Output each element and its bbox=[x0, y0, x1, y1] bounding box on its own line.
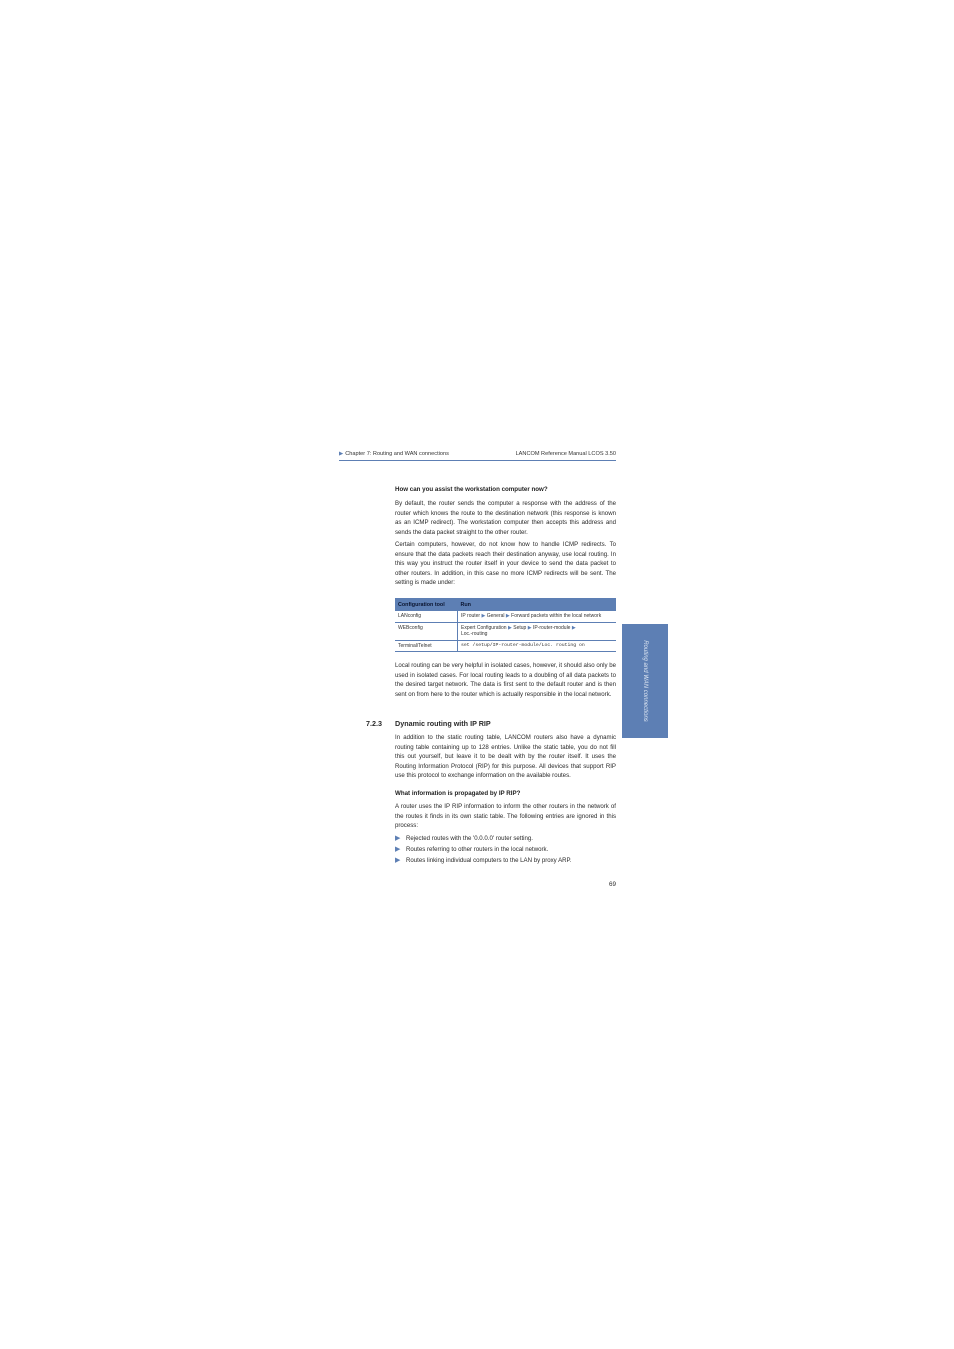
table-cell-tool: Terminal/Telnet bbox=[395, 640, 458, 652]
triangle-right-icon: ▶ bbox=[571, 624, 576, 631]
section-title: Dynamic routing with IP RIP bbox=[395, 719, 491, 728]
section-number: 7.2.3 bbox=[366, 719, 382, 728]
triangle-right-icon: ▶ bbox=[339, 451, 344, 457]
header-manual-title: LANCOM Reference Manual LCOS 3.50 bbox=[515, 451, 616, 457]
chapter-side-tab bbox=[622, 624, 668, 738]
side-tab-label: Routing and WAN connections bbox=[642, 640, 648, 722]
table-cell-tool: LANconfig bbox=[395, 611, 458, 622]
question-heading-1: How can you assist the workstation computer now? bbox=[395, 486, 548, 493]
triangle-right-icon: ▶ bbox=[395, 835, 401, 842]
table-row bbox=[395, 622, 616, 640]
paragraph-dynamic-routing: In addition to the static routing table, LANCOM routers also have a dynamic routing table containing up to 128 entries. Unlike the static table, you do not fill this out yourself, but leave it to be dealt with by the router itself. It uses the Routing Information Protocol (RIP) for this purpose. All devices that support RIP use this protocol to exchange information on the available routes. bbox=[395, 734, 616, 780]
table-header-tool: Configuration tool bbox=[395, 598, 458, 611]
configuration-table bbox=[395, 598, 616, 652]
triangle-right-icon: ▶ bbox=[507, 624, 512, 631]
triangle-right-icon: ▶ bbox=[505, 613, 510, 619]
list-item: ▶ Rejected routes with the '0.0.0.0' router setting. bbox=[395, 835, 533, 842]
header-chapter: ▶ Chapter 7: Routing and WAN connections bbox=[339, 451, 449, 457]
triangle-right-icon: ▶ bbox=[395, 846, 401, 853]
table-row bbox=[395, 640, 616, 652]
table-cell-command: set /setup/IP-router-module/Loc. routing on bbox=[458, 640, 617, 652]
paragraph-icmp-redirect: By default, the router sends the computer a response with the address of the router which knows the route to the destination network (this response is known as an ICMP redirect). The workstation computer then accepts this address and sends the data packet straight to the other router. bbox=[395, 500, 616, 536]
list-item: ▶ Routes referring to other routers in the local network. bbox=[395, 846, 549, 853]
table-cell-tool: WEBconfig bbox=[395, 622, 458, 640]
running-header bbox=[339, 449, 616, 461]
triangle-right-icon: ▶ bbox=[527, 624, 532, 631]
table-header-run: Run bbox=[458, 598, 617, 611]
paragraph-local-routing: Certain computers, however, do not know how to handle ICMP redirects. To ensure that the data packets reach their destination anyway, use local routing. In this way you instruct the router itself in your device to send the data packet to other routers. In addition, in this case no more ICMP redirects will be sent. The setting is made under: bbox=[395, 541, 616, 587]
triangle-right-icon: ▶ bbox=[481, 613, 486, 619]
question-heading-2: What information is propagated by IP RIP? bbox=[395, 790, 521, 797]
ignored-entries-list bbox=[395, 833, 616, 866]
table-row bbox=[395, 611, 616, 622]
page-number: 69 bbox=[608, 881, 616, 888]
paragraph-local-routing-note: Local routing can be very helpful in isolated cases, however, it should also only be used in isolated cases. For local routing leads to a doubling of all data packets to the desired target network. The data is first sent to the default router and is then sent on from here to the router which is actually responsible in the local network. bbox=[395, 662, 616, 698]
list-item: ▶ Routes linking individual computers to the LAN by proxy ARP. bbox=[395, 857, 572, 864]
table-header-row bbox=[395, 598, 616, 611]
table-cell-run: Expert Configuration ▶ Setup ▶ IP-router-module ▶ Loc.-routing bbox=[458, 622, 617, 640]
triangle-right-icon: ▶ bbox=[395, 857, 401, 864]
paragraph-rip-info: A router uses the IP RIP information to inform the other routers in the network of the routes it finds in its own static table. The following entries are ignored in this process: bbox=[395, 803, 616, 830]
table-cell-run: IP router ▶ General ▶ Forward packets within the local network bbox=[458, 611, 617, 622]
